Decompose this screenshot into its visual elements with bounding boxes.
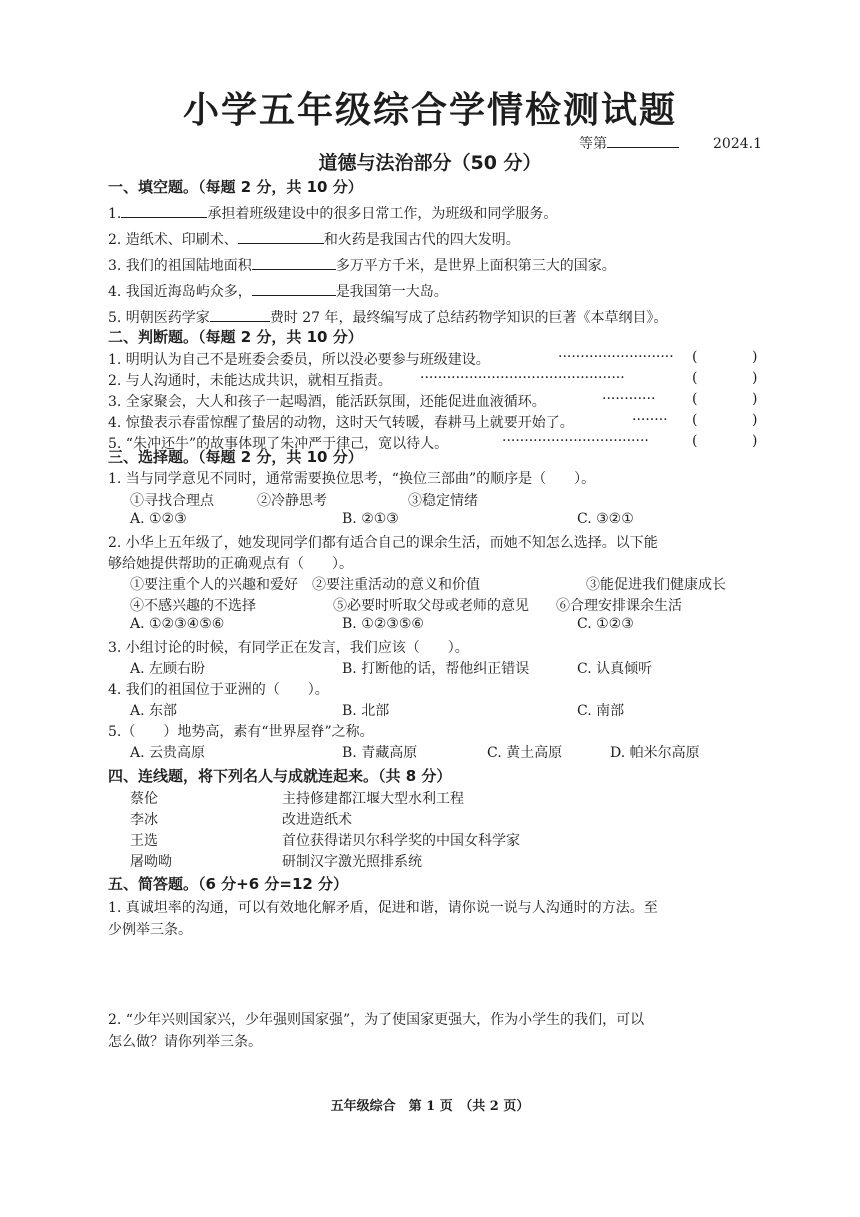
grade-label: 等第 xyxy=(579,136,607,152)
statement: ⑤必要时听取父母或老师的意见 xyxy=(333,598,529,614)
answer-bracket-close: ) xyxy=(752,433,758,449)
option-c[interactable]: C. ①②③ xyxy=(577,616,634,632)
option-b[interactable]: B. 北部 xyxy=(342,703,390,719)
match-name[interactable]: 王选 xyxy=(130,833,158,849)
short-q1-line2: 少例举三条。 xyxy=(108,922,192,938)
fill-question-4 xyxy=(108,281,448,301)
answer-bracket-close: ) xyxy=(752,412,758,428)
option-a[interactable]: A. 东部 xyxy=(130,703,178,719)
choice-q2-stem: 2. 小华上五年级了，她发现同学们都有适合自己的课余生活，而她不知怎么选择。以下能 xyxy=(108,535,658,551)
statement: ②要注重活动的意义和价值 xyxy=(312,577,480,593)
short-q2-line2: 怎么做？请你列举三条。 xyxy=(108,1034,262,1050)
choice-q4-stem: 4. 我们的祖国位于亚洲的（ ）。 xyxy=(108,682,329,698)
short-q1-line1: 1. 真诚坦率的沟通，可以有效地化解矛盾，促进和谐，请你说一说与人沟通时的方法。至 xyxy=(108,900,658,916)
match-name[interactable]: 蔡伦 xyxy=(130,791,158,807)
choice-q1-statements xyxy=(130,490,730,510)
fill-q2-blank[interactable] xyxy=(238,230,324,244)
fill-q5-text: 费时 27 年，最终编写成了总结药物学知识的巨著《本草纲目》。 xyxy=(269,310,668,326)
fill-q3-prefix: 3. 我们的祖国陆地面积 xyxy=(108,258,252,274)
answer-bracket-close: ) xyxy=(752,370,758,386)
fill-question-3 xyxy=(108,255,616,275)
answer-bracket-close: ) xyxy=(752,391,758,407)
match-achievement[interactable]: 首位获得诺贝尔科学奖的中国女科学家 xyxy=(282,833,520,849)
fill-q1-text: 承担着班级建设中的很多日常工作，为班级和同学服务。 xyxy=(207,206,558,222)
short-q2-answer-area[interactable] xyxy=(108,1054,760,1090)
judge-item xyxy=(108,370,768,390)
choice-q4-options xyxy=(130,700,770,720)
statement: ③稳定情绪 xyxy=(408,493,478,509)
match-name[interactable]: 屠呦呦 xyxy=(130,854,172,870)
fill-q4-text: 是我国第一大岛。 xyxy=(335,284,448,300)
statement: ⑥合理安排课余生活 xyxy=(556,598,682,614)
match-name[interactable]: 李冰 xyxy=(130,812,158,828)
judge-item-text: 4. 惊蛰表示春雷惊醒了蛰居的动物，这时天气转暖，春耕马上就要开始了。 xyxy=(108,415,574,431)
choice-q2-stem-cont: 够给她提供帮助的正确观点有（ ）。 xyxy=(108,556,353,572)
judge-item-text: 3. 全家聚会，大人和孩子一起喝酒，能活跃氛围，还能促进血液循环。 xyxy=(108,394,546,410)
choice-q3-options xyxy=(130,658,770,678)
exam-date: 2024.1 xyxy=(713,136,762,152)
match-heading: 四、连线题，将下列名人与成就连起来。（共 8 分） xyxy=(108,767,452,785)
answer-bracket-open[interactable]: ( xyxy=(692,433,698,449)
leader-dots: ············ xyxy=(602,391,656,407)
choice-q5-stem: 5.（ ）地势高，素有“世界屋脊”之称。 xyxy=(108,724,374,740)
option-a[interactable]: A. ①②③ xyxy=(130,511,187,527)
answer-bracket-open[interactable]: ( xyxy=(692,370,698,386)
option-b[interactable]: B. 打断他的话，帮他纠正错误 xyxy=(342,661,530,677)
option-c[interactable]: C. 认真倾听 xyxy=(577,661,653,677)
match-achievement[interactable]: 改进造纸术 xyxy=(282,812,352,828)
option-b[interactable]: B. ②①③ xyxy=(342,511,399,527)
statement: ①要注重个人的兴趣和爱好 xyxy=(130,577,298,593)
option-a[interactable]: A. 云贵高原 xyxy=(130,745,206,761)
fill-q1-prefix: 1. xyxy=(108,206,122,222)
choice-q1-stem: 1. 当与同学意见不同时，通常需要换位思考，“换位三部曲”的顺序是（ ）。 xyxy=(108,471,596,487)
answer-bracket-open[interactable]: ( xyxy=(692,391,698,407)
option-d[interactable]: D. 帕米尔高原 xyxy=(610,745,700,761)
statement: ③能促进我们健康成长 xyxy=(586,577,726,593)
judge-item xyxy=(108,391,768,411)
fill-q2-prefix: 2. 造纸术、印刷术、 xyxy=(108,232,238,248)
short-heading: 五、简答题。（6 分+6 分=12 分） xyxy=(108,875,349,893)
fill-question-5 xyxy=(108,307,668,327)
option-c[interactable]: C. 南部 xyxy=(577,703,625,719)
fill-q3-blank[interactable] xyxy=(252,256,336,270)
fill-question-1 xyxy=(108,203,557,223)
choice-q2-options xyxy=(130,616,770,636)
judge-item-text: 2. 与人沟通时，未能达成共识，就相互指责。 xyxy=(108,373,392,389)
match-achievement[interactable]: 研制汉字激光照排系统 xyxy=(282,854,422,870)
short-q1-answer-area[interactable] xyxy=(108,942,760,1004)
judge-item xyxy=(108,349,768,369)
choice-q1-options xyxy=(130,511,730,531)
option-c[interactable]: C. ③②① xyxy=(577,511,634,527)
fill-question-2 xyxy=(108,229,520,249)
fill-q2-text: 和火药是我国古代的四大发明。 xyxy=(323,232,520,248)
page-title: 小学五年级综合学情检测试题 xyxy=(182,90,677,131)
judge-item-text: 1. 明明认为自己不是班委会委员，所以没必要参与班级建设。 xyxy=(108,352,490,368)
leader-dots: ·························· xyxy=(558,349,674,365)
choice-heading: 三、选择题。（每题 2 分，共 10 分） xyxy=(108,448,363,466)
fill-q5-prefix: 5. 明朝医药学家 xyxy=(108,310,210,326)
judge-item-text: 5. “朱冲还牛”的故事体现了朱冲严于律己，宽以待人。 xyxy=(108,436,449,452)
choice-q2-statements xyxy=(130,574,770,594)
statement: ②冷静思考 xyxy=(257,493,327,509)
leader-dots: ········ xyxy=(632,412,668,428)
short-q2-line1: 2. “少年兴则国家兴，少年强则国家强”，为了使国家更强大，作为小学生的我们，可以 xyxy=(108,1012,645,1028)
answer-bracket-close: ) xyxy=(752,349,758,365)
option-a[interactable]: A. ①②③④⑤⑥ xyxy=(130,616,225,632)
fill-heading: 一、填空题。（每题 2 分，共 10 分） xyxy=(108,178,363,196)
option-b[interactable]: B. ①②③⑤⑥ xyxy=(342,616,424,632)
judge-item xyxy=(108,412,768,432)
choice-q2-statements xyxy=(130,595,770,615)
fill-q1-blank[interactable] xyxy=(121,204,207,218)
fill-q3-text: 多万平方千米，是世界上面积第三大的国家。 xyxy=(335,258,616,274)
match-achievement[interactable]: 主持修建都江堰大型水利工程 xyxy=(282,791,464,807)
option-a[interactable]: A. 左顾右盼 xyxy=(130,661,206,677)
fill-q5-blank[interactable] xyxy=(210,308,270,322)
fill-q4-blank[interactable] xyxy=(252,282,336,296)
leader-dots: ································· xyxy=(502,433,649,449)
leader-dots: ·············································· xyxy=(420,370,625,386)
statement: ①寻找合理点 xyxy=(130,493,214,509)
choice-q5-options xyxy=(130,742,770,762)
fill-q4-prefix: 4. 我国近海岛屿众多， xyxy=(108,284,252,300)
judge-heading: 二、判断题。（每题 2 分，共 10 分） xyxy=(108,328,363,346)
grade-blank[interactable] xyxy=(607,134,679,148)
section-subtitle: 道德与法治部分（50 分） xyxy=(318,152,542,174)
option-b[interactable]: B. 青藏高原 xyxy=(342,745,418,761)
page-footer: 五年级综合 第 1 页 （共 2 页） xyxy=(330,1099,530,1114)
answer-bracket-open[interactable]: ( xyxy=(692,349,698,365)
option-c[interactable]: C. 黄土高原 xyxy=(487,745,563,761)
choice-q3-stem: 3. 小组讨论的时候，有同学正在发言，我们应该（ ）。 xyxy=(108,640,469,656)
answer-bracket-open[interactable]: ( xyxy=(692,412,698,428)
statement: ④不感兴趣的不选择 xyxy=(130,598,256,614)
